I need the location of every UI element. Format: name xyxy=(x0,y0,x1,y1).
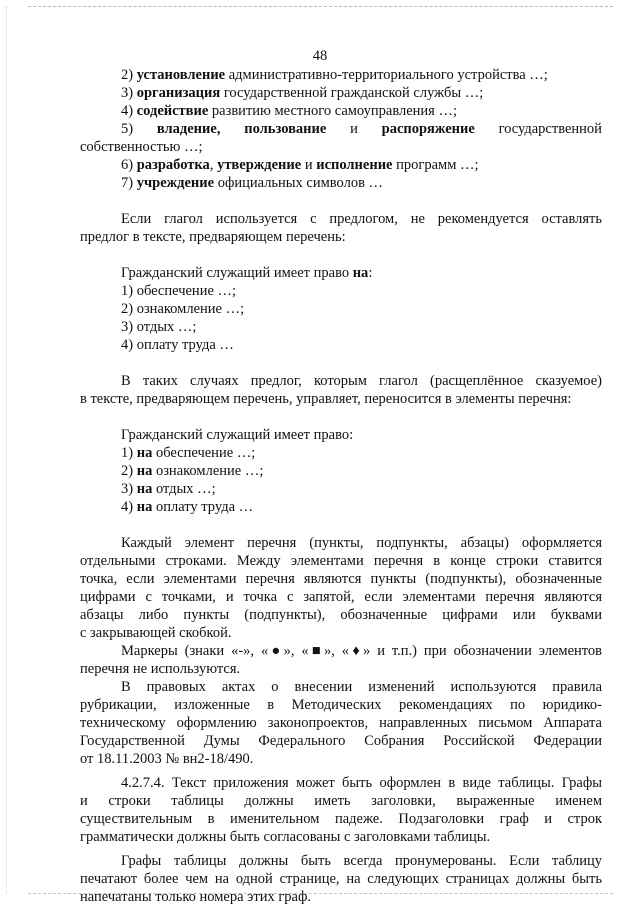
example1-item-3: 3) отдых …; xyxy=(121,319,197,335)
example1-item-4: 4) оплату труда … xyxy=(121,337,234,353)
para2-line-2: в тексте, предваряющем перечень, управляет, переносится в элементы перечня: xyxy=(80,391,572,407)
scan-edge-top xyxy=(28,6,613,7)
list1-item-7: 7) учреждение официальных символов … xyxy=(121,175,384,191)
example1-item-2: 2) ознакомление …; xyxy=(121,301,245,317)
example2-item-2: 2) на ознакомление …; xyxy=(121,463,264,479)
para7-line-2: печатают более чем на одной странице, на следующих страницах должны быть xyxy=(80,871,602,887)
page-content xyxy=(80,66,602,906)
para5-line-5: от 18.11.2003 № вн2-18/490. xyxy=(80,751,254,767)
example1-intro: Гражданский служащий имеет право на: xyxy=(121,265,373,281)
para3-line-6: с закрывающей скобкой. xyxy=(80,625,232,641)
para5-line-3: техническому оформлению законопроектов, направленных письмом Аппарата xyxy=(80,715,602,731)
para2-line-1: В таких случаях предлог, которым глагол (расщеплённое сказуемое) xyxy=(121,373,602,389)
para6-line-2: и строки таблицы должны иметь заголовки, выраженные именем xyxy=(80,793,602,809)
para7-line-3: напечатаны только номера этих граф. xyxy=(80,889,312,905)
example1-item-1: 1) обеспечение …; xyxy=(121,283,237,299)
para5-line-2: рубрикации, изложенные в Методических рекомендациях по юридико- xyxy=(80,697,602,713)
example2-item-4: 4) на оплату труда … xyxy=(121,499,254,515)
example2-item-3: 3) на отдых …; xyxy=(121,481,216,497)
para5-line-1: В правовых актах о внесении изменений используются правила xyxy=(121,679,602,695)
para6-line-3: существительным в именительном падеже. Подзаголовки граф и строк xyxy=(80,811,602,827)
para6-line-1: 4.2.7.4. Текст приложения может быть оформлен в виде таблицы. Графы xyxy=(121,775,602,791)
page-number: 48 xyxy=(312,48,328,64)
para3-line-1: Каждый элемент перечня (пункты, подпункты, абзацы) оформляется xyxy=(121,535,602,551)
example2-item-1: 1) на обеспечение …; xyxy=(121,445,256,461)
para1-line-1: Если глагол используется с предлогом, не рекомендуется оставлять xyxy=(121,211,602,227)
para3-line-3: точка, если элементами перечня являются пункты (подпункты), обозначенные xyxy=(80,571,602,587)
para3-line-4: цифрами с точками, и точка с запятой, если элементами перечня являются xyxy=(80,589,602,605)
list1-item-2: 2) установление административно-территориального устройства …; xyxy=(121,67,548,83)
para3-line-2: отдельными строками. Между элементами перечня в конце строки ставится xyxy=(80,553,602,569)
para6-line-4: грамматически должны быть согласованы с заголовками таблицы. xyxy=(80,829,491,845)
example2-intro: Гражданский служащий имеет право: xyxy=(121,427,354,443)
para3-line-5: абзацы либо пункты (подпункты), обозначенные цифрами или буквами xyxy=(80,607,602,623)
list1-item-5: 5) владение, пользование и распоряжение государственной xyxy=(121,121,602,137)
para4-line-2: перечня не используются. xyxy=(80,661,241,677)
para4-line-1: Маркеры (знаки «-», «●», «■», «♦» и т.п.) при обозначении элементов xyxy=(121,643,602,659)
list1-item-3: 3) организация государственной гражданской службы …; xyxy=(121,85,484,101)
list1-item-4: 4) содействие развитию местного самоуправления …; xyxy=(121,103,457,119)
para1-line-2: предлог в тексте, предваряющем перечень: xyxy=(80,229,346,245)
scan-edge-left xyxy=(6,6,7,894)
list1-item-5-continuation: собственностью …; xyxy=(80,139,203,155)
list1-item-6: 6) разработка, утверждение и исполнение программ …; xyxy=(121,157,479,173)
para5-line-4: Государственной Думы Федерального Собрания Российской Федерации xyxy=(80,733,602,749)
para7-line-1: Графы таблицы должны быть всегда пронумерованы. Если таблицу xyxy=(121,853,602,869)
